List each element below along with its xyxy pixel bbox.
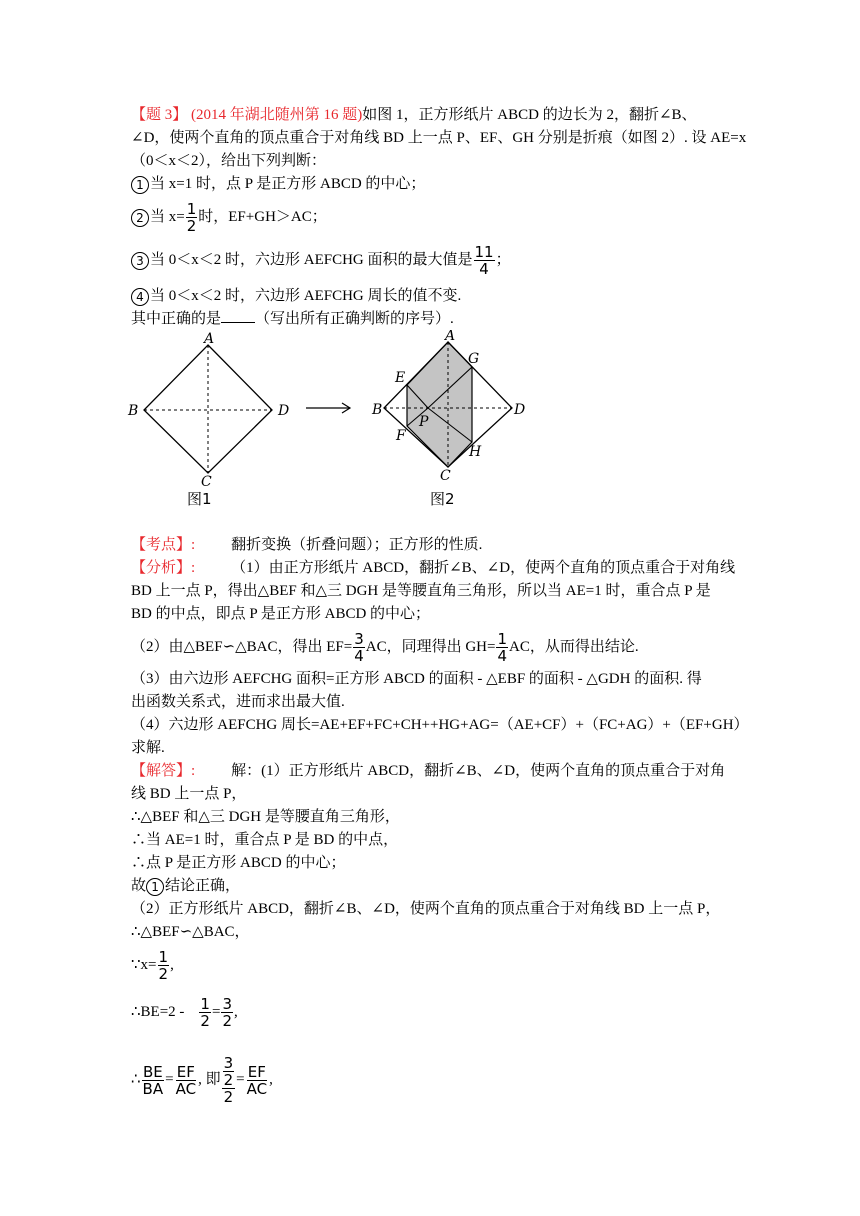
arrow-icon xyxy=(306,403,350,413)
jieda-line-3: ∴△BEF 和△三 DGH 是等腰直角三角形， xyxy=(131,809,400,825)
figure-1 xyxy=(127,331,289,508)
label-g: G xyxy=(468,351,480,367)
jieda-line-11: ∴ $\frac{BE}{BA}$ = $\frac{EF}{AC}$ , 即 $\frac{\frac{3}{2}}{2}$ = $\frac{EF}{AC}$ , xyxy=(131,1054,273,1106)
label-d: D xyxy=(278,403,290,419)
shaded-hexagon xyxy=(407,342,472,467)
fraction: $\frac{EF}{AC}$ xyxy=(175,1062,197,1098)
fenxi-line-2: BD 上一点 P，得出△BEF 和△三 DGH 是等腰直角三角形，所以当 AE=1 时，重合点 P 是 xyxy=(131,583,711,599)
label-e: E xyxy=(395,370,406,386)
circled-number: 1 xyxy=(146,878,164,896)
circled-number: 1 xyxy=(131,176,149,194)
judgement-2: 2 当 x= $\frac{1}{2}$ 时，EF+GH＞AC； xyxy=(131,201,327,234)
label-h: H xyxy=(469,444,482,460)
jieda-line-5: ∴点 P 是正方形 ABCD 的中心； xyxy=(131,855,346,871)
label-c: C xyxy=(201,474,212,490)
figures xyxy=(110,330,550,510)
fenxi-line-6: 出函数关系式，进而求出最大值. xyxy=(131,694,345,710)
jieda-line-6: 故 1 结论正确， xyxy=(131,878,241,894)
kaodian-line xyxy=(131,534,482,556)
fenxi-line-5: （3）由六边形 AEFCHG 面积=正方形 ABCD 的面积 - △EBF 的面积 - △GDH 的面积. 得 xyxy=(131,671,702,687)
fenxi-line-1: 【分析】: （1）由正方形纸片 ABCD，翻折∠B、∠D，使两个直角的顶点重合于对角线 xyxy=(131,560,736,576)
label-a: A xyxy=(204,331,215,347)
figure-2-caption: 图2 xyxy=(430,490,455,508)
label-f: F xyxy=(396,428,406,444)
fenxi-line-4: （2）由△BEF∽△BAC，得出 EF= $\frac{3}{4}$ AC，同理得出 GH= $\frac{1}{4}$ AC，从而得出结论. xyxy=(131,630,639,665)
jieda-label: 【解答】: xyxy=(131,763,196,779)
judgement-4: 4 当 0＜x＜2 时，六边形 AEFCHG 周长的值不变. xyxy=(131,285,461,307)
question-line: 其中正确的是 （写出所有正确判断的序号）. xyxy=(131,308,454,330)
fenxi-line-7: （4）六边形 AEFCHG 周长=AE+EF+FC+CH++HG+AG=（AE+CF）+（FC+AG）+（EF+GH） xyxy=(131,717,749,733)
jieda-line-7: （2）正方形纸片 ABCD，翻折∠B、∠D，使两个直角的顶点重合于对角线 BD 上一点 P， xyxy=(131,901,721,917)
kaodian-label: 【考点】: xyxy=(131,537,196,553)
fraction: $\frac{1}{4}$ xyxy=(497,630,508,665)
label-d: D xyxy=(514,402,526,418)
problem-tag: 【题 3】 xyxy=(131,107,188,123)
fraction: $\frac{3}{4}$ xyxy=(354,630,364,665)
fraction: $\frac{11}{4}$ xyxy=(474,243,494,278)
judgement-3: 3 当 0＜x＜2 时，六边形 AEFCHG 面积的最大值是 $\frac{11}{4}$ ； xyxy=(131,244,511,277)
jieda-line-8: ∴△BEF∽△BAC， xyxy=(131,924,250,940)
fenxi-label: 【分析】: xyxy=(131,560,196,576)
label-b: B xyxy=(372,402,383,418)
fraction: $\frac{1}{2}$ xyxy=(158,948,169,983)
fraction: $\frac{BE}{BA}$ xyxy=(142,1062,164,1098)
jieda-line-1: 【解答】: 解：(1）正方形纸片 ABCD，翻折∠B、∠D，使两个直角的顶点重合于对角 xyxy=(131,763,726,779)
circled-number: 4 xyxy=(131,288,149,306)
answer-blank xyxy=(221,308,255,323)
problem-line-2: ∠D，使两个直角的顶点重合于对角线 BD 上一点 P、EF、GH 分别是折痕（如图 2）. 设 AE=x xyxy=(131,130,747,146)
compound-fraction: $\frac{\frac{3}{2}}{2}$ xyxy=(223,1054,234,1106)
problem-line-3: （0＜x＜2），给出下列判断： xyxy=(131,153,327,169)
jieda-line-4: ∴当 AE=1 时，重合点 P 是 BD 的中点， xyxy=(131,832,399,848)
jieda-line-9: ∵x= $\frac{1}{2}$ , xyxy=(131,948,174,983)
figure-2 xyxy=(371,330,525,508)
jieda-line-2: 线 BD 上一点 P， xyxy=(131,786,247,802)
figure-1-caption: 图1 xyxy=(187,490,212,508)
label-c: C xyxy=(440,468,451,484)
fraction: $\frac{1}{2}$ xyxy=(186,200,197,235)
label-a: A xyxy=(445,330,456,344)
fenxi-line-8: 求解. xyxy=(131,740,165,756)
problem-text-1: 如图 1，正方形纸片 ABCD 的边长为 2，翻折∠B、 xyxy=(362,107,697,123)
circled-number: 3 xyxy=(131,252,149,270)
problem-source: (2014 年湖北随州第 16 题) xyxy=(191,107,363,123)
problem-line-1 xyxy=(131,104,697,126)
judgement-1: 1 当 x=1 时，点 P 是正方形 ABCD 的中心； xyxy=(131,173,425,195)
kaodian-text: 翻折变换（折叠问题）；正方形的性质. xyxy=(231,537,483,553)
fraction: $\frac{1}{2}$ xyxy=(200,995,210,1030)
fraction: $\frac{EF}{AC}$ xyxy=(246,1062,268,1098)
circled-number: 2 xyxy=(131,209,149,227)
fraction: $\frac{3}{2}$ xyxy=(222,995,232,1030)
fenxi-line-3: BD 的中点，即点 P 是正方形 ABCD 的中心； xyxy=(131,606,431,622)
label-b: B xyxy=(128,403,139,419)
label-p: P xyxy=(419,414,429,430)
jieda-line-10: ∴BE=2 - $\frac{1}{2}$ = $\frac{3}{2}$ , xyxy=(131,995,238,1030)
